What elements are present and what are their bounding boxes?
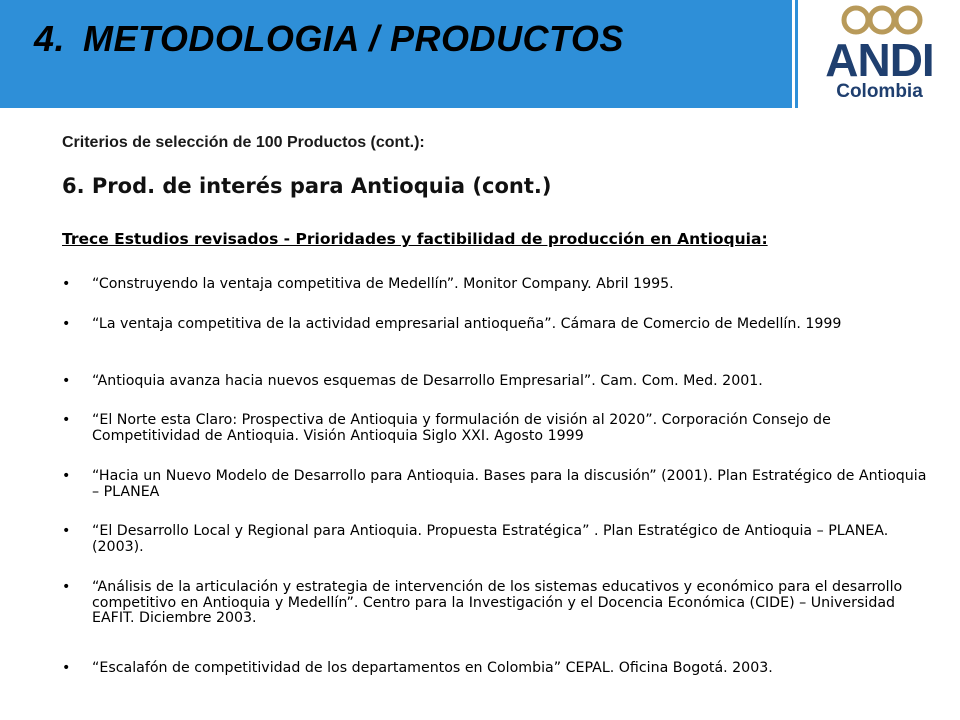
study-text: “Análisis de la articulación y estrategia de intervención de los sistemas educativos y económico para el desarrollo competitivo en Antioquia y Medellín”. Centro para la Investigación y el Docencia Económica (CIDE) – Universidad EAFIT. Diciembre 2003. [92,579,903,626]
slide-title-text: METODOLOGIA / PRODUCTOS [83,18,624,59]
study-text: “Hacia un Nuevo Modelo de Desarrollo para Antioquia. Bases para la discusión” (2001). Plan Estratégico de Antioquia – PLANEA [92,468,927,500]
study-text: “El Desarrollo Local y Regional para Antioquia. Propuesta Estratégica” . Plan Estratégico de Antioquia – PLANEA. (2003). [92,523,889,555]
bullet-icon: • [62,316,71,332]
section-title: 6. Prod. de interés para Antioquia (cont.) [62,174,552,198]
bullet-icon: • [62,276,71,292]
slide-title [34,18,624,60]
andi-logo [795,0,960,108]
criteria-subtitle: Criterios de selección de 100 Productos (cont.): [62,134,425,151]
bullet-icon: • [62,523,71,539]
slide-number: 4. [34,18,66,59]
logo-name: ANDI [825,34,934,86]
studies-heading: Trece Estudios revisados - Prioridades y factibilidad de producción en Antioquia: [62,230,768,248]
study-text: “La ventaja competitiva de la actividad empresarial antioqueña”. Cámara de Comercio de Medellín. 1999 [92,316,842,332]
bullet-icon: • [62,660,71,676]
bullet-icon: • [62,412,71,428]
bullet-icon: • [62,373,71,389]
bullet-icon: • [62,468,71,484]
logo-country: Colombia [836,81,923,102]
study-text: “Construyendo la ventaja competitiva de Medellín”. Monitor Company. Abril 1995. [92,276,674,292]
study-text: “Antioquia avanza hacia nuevos esquemas de Desarrollo Empresarial”. Cam. Com. Med. 2001. [92,373,763,389]
header-bar [0,0,792,108]
study-text: “El Norte esta Claro: Prospectiva de Antioquia y formulación de visión al 2020”. Corporación Consejo de Competitividad de Antioquia. Visión Antioquia Siglo XXI. Agosto 1999 [92,412,831,444]
bullet-icon: • [62,579,71,595]
study-text: “Escalafón de competitividad de los departamentos en Colombia” CEPAL. Oficina Bogotá. 2003. [92,660,773,676]
